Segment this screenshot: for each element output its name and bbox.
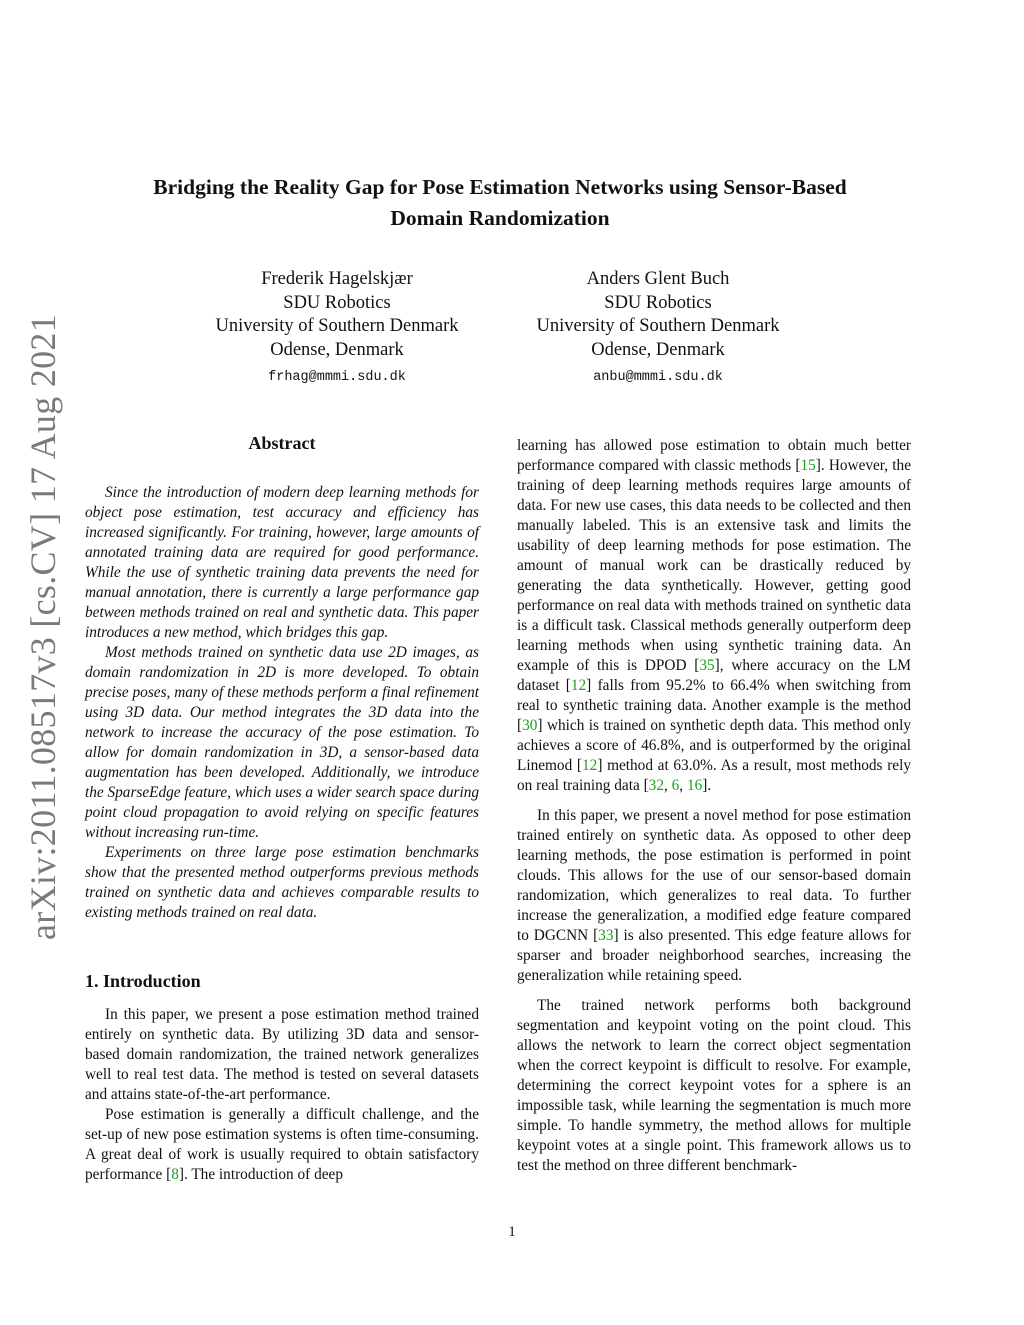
- citation-link[interactable]: 16: [686, 777, 703, 794]
- intro-paragraph: Pose estimation is generally a difficult challenge, and the set-up of new pose estimation systems is often time-consuming. A great deal of work is usually required to obtain satisfactory performance [8]. The introduction of deep: [85, 1106, 479, 1183]
- author-block-2: [498, 268, 818, 390]
- author-email[interactable]: frhag@mmmi.sdu.dk: [268, 370, 406, 385]
- right-column: [517, 436, 911, 1176]
- author-affiliation: SDU Robotics: [283, 292, 391, 313]
- citation-link[interactable]: 15: [800, 457, 816, 474]
- paper-title: [90, 172, 910, 234]
- author-name: Anders Glent Buch: [586, 269, 730, 289]
- abstract-paragraph: Experiments on three large pose estimation benchmarks show that the presented method outperforms previous methods trained on synthetic data and achieves comparable results to existing methods trained on real data.: [85, 844, 479, 921]
- author-affiliation: SDU Robotics: [604, 292, 712, 313]
- left-column: [85, 433, 479, 1185]
- abstract-heading: Abstract: [248, 433, 316, 453]
- abstract-paragraph: Since the introduction of modern deep learning methods for object pose estimation, test accuracy and efficiency has increased significantly. For training, however, large amounts of annotated training data are required for good performance. While the use of synthetic training data prevents the need for manual annotation, there is currently a large performance gap between methods trained on real and synthetic data. This paper introduces a new method, which bridges this gap.: [85, 484, 479, 641]
- citation-link[interactable]: 6: [671, 777, 680, 794]
- citation-link[interactable]: 12: [582, 757, 598, 774]
- section-heading-introduction: 1. Introduction: [85, 971, 201, 991]
- citation-link[interactable]: 35: [699, 657, 715, 674]
- author-block-1: [177, 268, 497, 390]
- author-name: Frederik Hagelskjær: [261, 269, 413, 289]
- page-number: 1: [508, 1224, 516, 1240]
- title-line-2: Domain Randomization: [390, 206, 610, 230]
- intro-paragraph: In this paper, we present a pose estimation method trained entirely on synthetic data. By utilizing 3D data and sensor-based domain randomization, the trained network generalizes well to real test data. The method is tested on several datasets and attains state-of-the-art performance.: [85, 1006, 479, 1103]
- citation-link[interactable]: 33: [598, 927, 614, 944]
- author-location: Odense, Denmark: [270, 339, 404, 360]
- body-paragraph: In this paper, we present a novel method for pose estimation trained entirely on synthetic data. As opposed to other deep learning methods, the pose estimation is performed in point clouds. This allows for the use of our sensor-based domain randomization, which generalizes to real data. To further increase the generalization, a modified edge feature compared to DGCNN [33] is also presented. This edge feature allows for sparser and broader neighborhood searches, increasing the generalization while retaining speed.: [517, 807, 911, 984]
- citation-link[interactable]: 8: [171, 1166, 179, 1183]
- citation-link[interactable]: 32: [648, 777, 664, 794]
- abstract-paragraph: Most methods trained on synthetic data use 2D images, as domain randomization in 2D is more developed. To obtain precise poses, many of these methods perform a final refinement using 3D data. Our method integrates the 3D data into the network to increase the accuracy of the pose estimation. To allow for domain randomization in 3D, a sensor-based data augmentation has been developed. Additionally, we introduce the SparseEdge feature, which uses a wider search space during point cloud propagation to avoid relying on specific features without increasing run-time.: [85, 644, 479, 841]
- author-email[interactable]: anbu@mmmi.sdu.dk: [593, 370, 723, 385]
- title-line-1: Bridging the Reality Gap for Pose Estimation Networks using Sensor-Based: [153, 175, 847, 199]
- author-university: University of Southern Denmark: [536, 316, 780, 336]
- body-paragraph: learning has allowed pose estimation to obtain much better performance compared with classic methods [15]. However, the training of deep learning methods requires large amounts of data. For new use cases, this data needs to be collected and then manually labeled. This is an extensive task and limits the usability of deep learning methods for pose estimation. The amount of manual work can be drastically reduced by generating the data synthetically. However, getting good performance on real data with methods trained on synthetic data is a difficult task. Classical methods generally outperform deep learning methods when using synthetic training data. An example of this is DPOD [35], where accuracy on the LM dataset [12] falls from 95.2% to 66.4% when switching from real to synthetic training data. Another example is the method [30] which is trained on synthetic depth data. This method only achieves a score of 46.8%, and is outperformed by the original Linemod [12] method at 63.0%. As a result, most methods rely on real training data [32, 6, 16].: [517, 437, 911, 794]
- arxiv-watermark: arXiv:2011.08517v3 [cs.CV] 17 Aug 2021: [23, 313, 63, 940]
- body-paragraph: The trained network performs both background segmentation and keypoint voting on the point cloud. This allows the network to learn the correct object segmentation when the correct keypoint is difficult to resolve. For example, determining the correct keypoint votes for a sphere is an impossible task, while learning the segmentation is much more simple. To handle symmetry, the method allows for multiple keypoint votes at a single point. This framework allows us to test the method on three different benchmark-: [517, 997, 911, 1174]
- author-location: Odense, Denmark: [591, 339, 725, 360]
- author-university: University of Southern Denmark: [215, 316, 459, 336]
- citation-link[interactable]: 30: [522, 717, 538, 734]
- citation-link[interactable]: 12: [570, 677, 587, 694]
